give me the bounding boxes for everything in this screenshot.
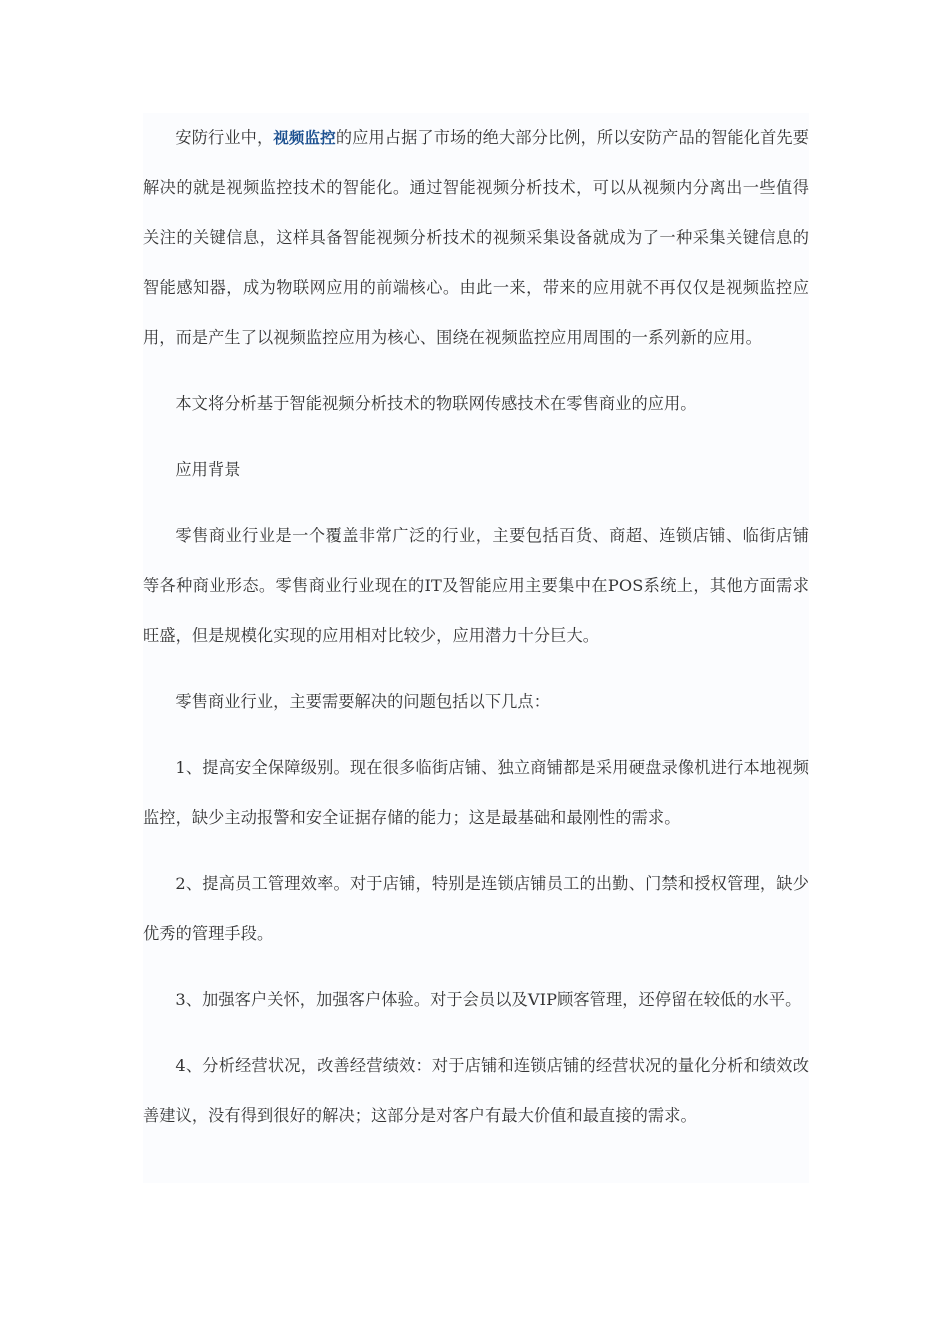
list-item-4: 4、分析经营状况，改善经营绩效：对于店铺和连锁店铺的经营状况的量化分析和绩效改善建议，没有得到很好的解决；这部分是对客户有最大价值和最直接的需求。 bbox=[143, 1056, 809, 1125]
video-surveillance-link[interactable]: 视频监控 bbox=[273, 129, 336, 147]
paragraph-intro bbox=[143, 113, 809, 363]
list-item-3: 3、加强客户关怀，加强客户体验。对于会员以及VIP顾客管理，还停留在较低的水平。 bbox=[175, 990, 802, 1009]
paragraph-gap bbox=[143, 661, 809, 677]
list-item-1: 1、提高安全保障级别。现在很多临街店铺、独立商铺都是采用硬盘录像机进行本地视频监控，缺少主动报警和安全证据存储的能力；这是最基础和最刚性的需求。 bbox=[143, 758, 809, 827]
paragraph-gap bbox=[143, 1025, 809, 1041]
paragraph-gap bbox=[143, 959, 809, 975]
section-heading-background: 应用背景 bbox=[175, 460, 241, 479]
article-body bbox=[143, 113, 809, 1183]
paragraph-gap bbox=[143, 429, 809, 445]
paragraph-gap bbox=[143, 363, 809, 379]
paragraph-gap bbox=[143, 495, 809, 511]
paragraph-problems-intro: 零售商业行业，主要需要解决的问题包括以下几点： bbox=[175, 692, 551, 711]
paragraph-intro-lead: 安防行业中， bbox=[175, 128, 274, 147]
paragraph-intro-rest: 的应用占据了市场的绝大部分比例，所以安防产品的智能化首先要解决的就是视频监控技术的智能化。通过智能视频分析技术，可以从视频内分离出一些值得关注的关键信息，这样具备智能视频分析技术的视频采集设备就成为了一种采集关键信息的智能感知器，成为物联网应用的前端核心。由此一来，带来的应用就不再仅仅是视频监控应用，而是产生了以视频监控应用为核心、围绕在视频监控应用周围的一系列新的应用。 bbox=[143, 128, 809, 347]
paragraph-purpose: 本文将分析基于智能视频分析技术的物联网传感技术在零售商业的应用。 bbox=[175, 394, 697, 413]
paragraph-gap bbox=[143, 843, 809, 859]
paragraph-gap bbox=[143, 727, 809, 743]
paragraph-retail-overview: 零售商业行业是一个覆盖非常广泛的行业，主要包括百货、商超、连锁店铺、临街店铺等各种商业形态。零售商业行业现在的IT及智能应用主要集中在POS系统上，其他方面需求旺盛，但是规模化实现的应用相对比较少，应用潜力十分巨大。 bbox=[143, 526, 809, 645]
list-item-2: 2、提高员工管理效率。对于店铺，特别是连锁店铺员工的出勤、门禁和授权管理，缺少优秀的管理手段。 bbox=[143, 874, 809, 943]
